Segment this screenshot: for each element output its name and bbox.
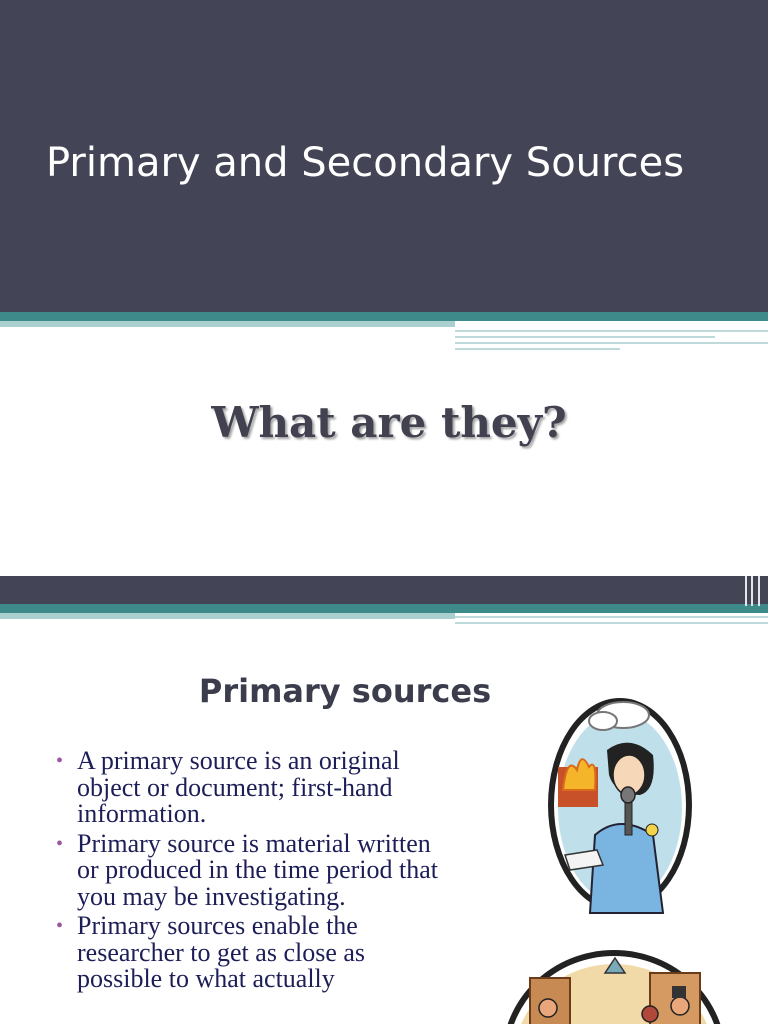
header-band [0, 576, 768, 604]
slide-title: Primary and Secondary Sources [46, 140, 685, 186]
bullet-item: • Primary sources enable the researcher to get as close as possible to what actually [56, 913, 456, 993]
bullet-item: • A primary source is an original object or document; first-hand information. [56, 748, 456, 828]
section-heading: Primary sources [198, 672, 492, 710]
crowd-scene-clipart-icon [500, 948, 728, 1024]
slide-subtitle: What are they? [211, 398, 567, 447]
bullet-list [56, 748, 456, 996]
bullet-item: • Primary source is material written or produced in the time period that you may be investigating. [56, 831, 456, 911]
reporter-clipart-icon [545, 695, 695, 915]
